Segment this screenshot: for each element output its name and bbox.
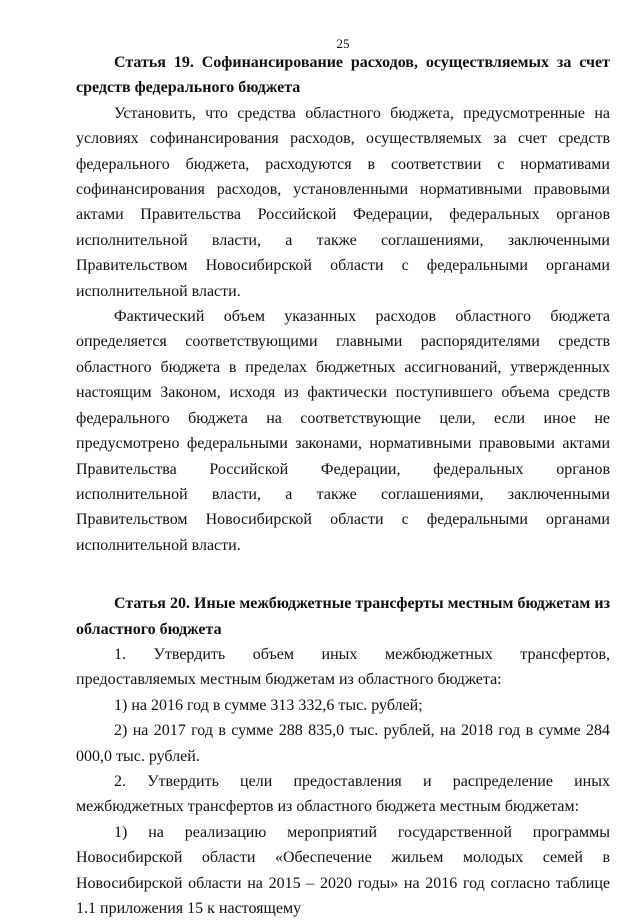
article-19-paragraph-2: Фактический объем указанных расходов областного бюджета определяется соответствующими главными распорядителями средств областного бюджета в пределах бюджетных ассигнований, утвержденных настоящим Законом, исходя из фактически поступившего объема средств федерального бюджета на соответствующие цели, если иное не предусмотрено федеральными законами, нормативными правовыми актами Правительства Российской Федерации, федеральных органов исполнительной власти, а также соглашениями, заключенными Правительством Новосибирской области с федеральными органами исполнительной власти.: [76, 308, 610, 554]
page-number: 25: [336, 36, 350, 51]
page-content: [76, 50, 610, 921]
article-19-heading: Статья 19. Софинансирование расходов, осуществляемых за счет средств федерального бюджета: [76, 54, 610, 97]
article-20: [76, 591, 610, 921]
article-20-item-2016: 1) на 2016 год в сумме 313 332,6 тыс. рублей;: [114, 696, 423, 714]
article-20-heading: Статья 20. Иные межбюджетные трансферты местным бюджетам из областного бюджета: [76, 595, 610, 638]
article-20-item-program: 1) на реализацию мероприятий государственной программы Новосибирской области «Обеспечение жильем молодых семей в Новосибирской области на 2015 – 2020 годы» на 2016 год согласно таблице 1.1 приложения 15 к настоящему: [76, 823, 610, 917]
article-20-paragraph-2: 2. Утвердить цели предоставления и распределение иных межбюджетных трансфертов из областного бюджета местным бюджетам:: [76, 772, 610, 816]
article-20-paragraph-1: 1. Утвердить объем иных межбюджетных трансфертов, предоставляемых местным бюджетам из областного бюджета:: [76, 645, 610, 689]
section-spacer: [76, 558, 610, 591]
article-19-paragraph-1: Установить, что средства областного бюджета, предусмотренные на условиях софинансирования расходов, осуществляемых за счет средств федерального бюджета, расходуются в соответствии с нормативами софинансирования расходов, установленными нормативными правовыми актами Правительства Российской Федерации, федеральных органов исполнительной власти, а также соглашениями, заключенными Правительством Новосибирской области с федеральными органами исполнительной власти.: [76, 104, 610, 300]
article-20-item-2017-2018: 2) на 2017 год в сумме 288 835,0 тыс. рублей, на 2018 год в сумме 284 000,0 тыс. рублей.: [76, 722, 610, 765]
article-19: [76, 50, 610, 558]
